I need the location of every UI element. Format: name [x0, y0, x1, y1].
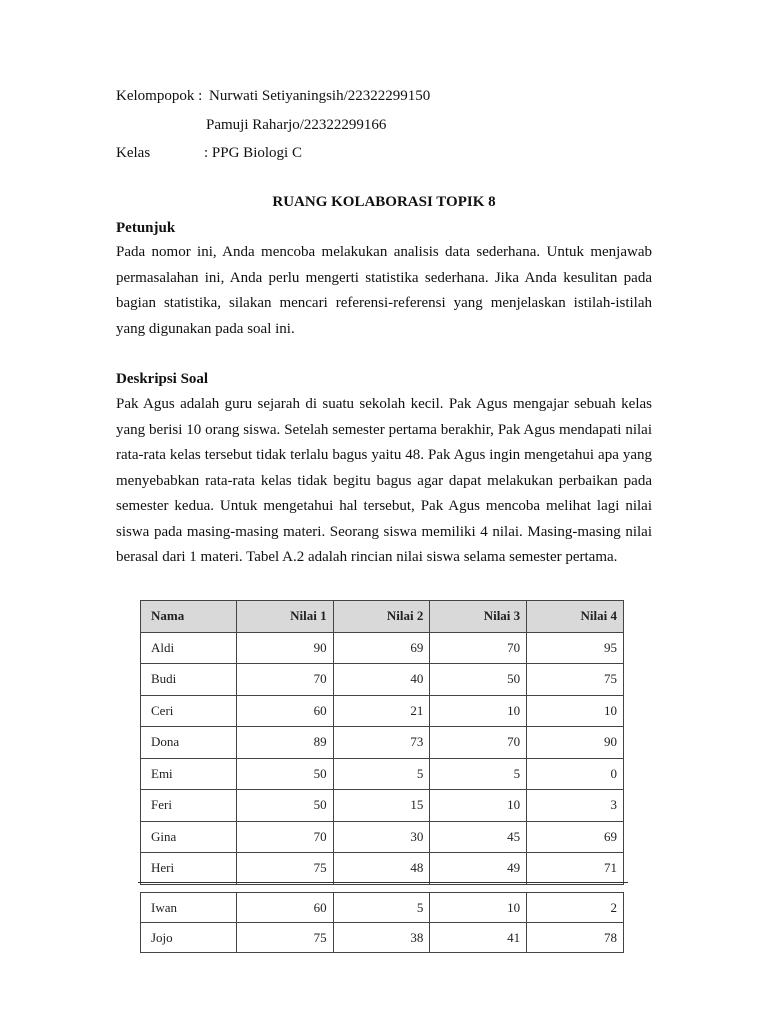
- cell-nilai-2: 69: [333, 632, 430, 664]
- cell-nilai-1: 70: [236, 664, 333, 696]
- deskripsi-heading: Deskripsi Soal: [116, 371, 209, 387]
- table-row: [141, 790, 624, 822]
- header-nilai-2: Nilai 2: [333, 601, 430, 633]
- cell-nilai-4: 78: [527, 923, 624, 953]
- group-label: [116, 87, 202, 105]
- page-title: RUANG KOLABORASI TOPIK 8: [272, 194, 496, 210]
- member-1: Nurwati Setiyaningsih/22322299150: [209, 88, 431, 104]
- table-row: [141, 664, 624, 696]
- group-label-text: Kelompopok: [116, 88, 195, 104]
- petunjuk-paragraph: [116, 240, 652, 342]
- cell-nilai-4: 75: [527, 664, 624, 696]
- cell-nilai-3: 10: [430, 893, 527, 923]
- cell-nilai-1: 60: [236, 695, 333, 727]
- cell-nama: Dona: [141, 727, 237, 759]
- header-nama: Nama: [141, 601, 237, 633]
- cell-nilai-3: 10: [430, 790, 527, 822]
- table-row: [141, 853, 624, 885]
- cell-nilai-1: 75: [236, 923, 333, 953]
- cell-nama: Emi: [141, 758, 237, 790]
- cell-nilai-2: 73: [333, 727, 430, 759]
- cell-nilai-3: 70: [430, 727, 527, 759]
- cell-nilai-4: 2: [527, 893, 624, 923]
- cell-nilai-2: 15: [333, 790, 430, 822]
- cell-nilai-4: 3: [527, 790, 624, 822]
- table-row: [141, 923, 624, 953]
- table-header-row: [141, 601, 624, 633]
- member-2: Pamuji Raharjo/22322299166: [206, 117, 387, 133]
- cell-nilai-4: 95: [527, 632, 624, 664]
- table-row: [141, 893, 624, 923]
- cell-nilai-4: 10: [527, 695, 624, 727]
- cell-nilai-3: 45: [430, 821, 527, 853]
- cell-nama: Budi: [141, 664, 237, 696]
- cell-nilai-1: 75: [236, 853, 333, 885]
- cell-nilai-3: 49: [430, 853, 527, 885]
- cell-nilai-3: 41: [430, 923, 527, 953]
- score-table-part-2: [140, 892, 624, 953]
- cell-nilai-2: 5: [333, 893, 430, 923]
- header-nilai-4: Nilai 4: [527, 601, 624, 633]
- cell-nama: Iwan: [141, 893, 237, 923]
- petunjuk-heading: Petunjuk: [116, 220, 176, 236]
- header-nilai-1: Nilai 1: [236, 601, 333, 633]
- cell-nilai-2: 38: [333, 923, 430, 953]
- deskripsi-paragraph: [116, 392, 652, 571]
- cell-nilai-3: 70: [430, 632, 527, 664]
- table-row: [141, 758, 624, 790]
- cell-nilai-1: 60: [236, 893, 333, 923]
- cell-nilai-1: 50: [236, 758, 333, 790]
- table-row: [141, 695, 624, 727]
- cell-nilai-3: 10: [430, 695, 527, 727]
- cell-nilai-1: 50: [236, 790, 333, 822]
- score-table-part-1: [140, 600, 624, 885]
- deskripsi-text: Pak Agus adalah guru sejarah di suatu sekolah kecil. Pak Agus mengajar sebuah kelas yang berisi 10 orang siswa. Setelah semester pertama berakhir, Pak Agus mendapati nilai rata-rata kelas tersebut tidak terlalu bagus yaitu 48. Pak Agus ingin mengetahui apa yang menyebabkan rata-rata kelas tidak begitu bagus agar dapat melakukan perbaikan pada semester kedua. Untuk mengetahui hal tersebut, Pak Agus mencoba melihat lagi nilai siswa pada masing-masing materi. Seorang siswa memiliki 4 nilai. Masing-masing nilai berasal dari 1 materi. Tabel A.2 adalah rincian nilai siswa selama semester pertama.: [116, 396, 652, 565]
- cell-nilai-2: 30: [333, 821, 430, 853]
- table-divider: [138, 882, 628, 883]
- cell-nilai-2: 5: [333, 758, 430, 790]
- cell-nilai-2: 40: [333, 664, 430, 696]
- cell-nama: Jojo: [141, 923, 237, 953]
- header-nilai-3: Nilai 3: [430, 601, 527, 633]
- cell-nilai-3: 50: [430, 664, 527, 696]
- petunjuk-text: Pada nomor ini, Anda mencoba melakukan analisis data sederhana. Untuk menjawab permasalahan ini, Anda perlu mengerti statistika sederhana. Jika Anda kesulitan pada bagian statistika, silakan mencari referensi-referensi yang menjelaskan istilah-istilah yang digunakan pada soal ini.: [116, 244, 652, 337]
- class-value: : PPG Biologi C: [204, 145, 302, 161]
- cell-nilai-1: 89: [236, 727, 333, 759]
- cell-nama: Aldi: [141, 632, 237, 664]
- cell-nama: Gina: [141, 821, 237, 853]
- cell-nama: Ceri: [141, 695, 237, 727]
- table-row: [141, 632, 624, 664]
- table-row: [141, 727, 624, 759]
- cell-nilai-4: 69: [527, 821, 624, 853]
- table-row: [141, 821, 624, 853]
- cell-nama: Feri: [141, 790, 237, 822]
- cell-nilai-4: 71: [527, 853, 624, 885]
- cell-nilai-2: 21: [333, 695, 430, 727]
- cell-nilai-4: 90: [527, 727, 624, 759]
- class-label: Kelas: [116, 145, 151, 161]
- cell-nilai-1: 90: [236, 632, 333, 664]
- cell-nilai-1: 70: [236, 821, 333, 853]
- group-separator: :: [198, 88, 203, 104]
- cell-nilai-2: 48: [333, 853, 430, 885]
- cell-nilai-3: 5: [430, 758, 527, 790]
- cell-nama: Heri: [141, 853, 237, 885]
- cell-nilai-4: 0: [527, 758, 624, 790]
